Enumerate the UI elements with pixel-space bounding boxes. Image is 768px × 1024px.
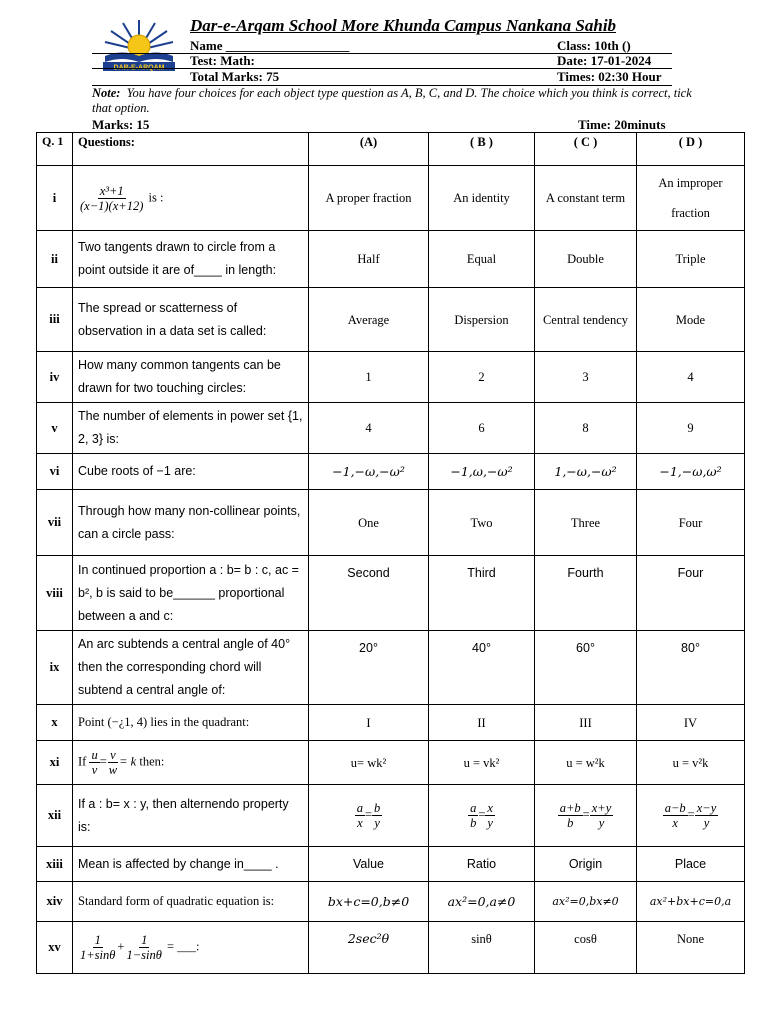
question-number: xiii bbox=[37, 847, 73, 882]
mcq-table bbox=[36, 132, 745, 974]
option-b[interactable]: Equal bbox=[429, 231, 535, 288]
question-number: xi bbox=[37, 741, 73, 785]
header-questions: Questions: bbox=[73, 133, 309, 166]
header-qno: Q. 1 bbox=[37, 133, 73, 166]
option-d[interactable]: Four bbox=[637, 556, 745, 631]
option-c[interactable]: ax²=0,bx≠0 bbox=[535, 882, 637, 922]
option-c[interactable]: Three bbox=[535, 490, 637, 556]
option-d[interactable]: −1,−ω,ω² bbox=[637, 454, 745, 490]
option-d[interactable]: Place bbox=[637, 847, 745, 882]
table-row bbox=[37, 490, 745, 556]
table-row bbox=[37, 847, 745, 882]
option-b[interactable]: u = vk² bbox=[429, 741, 535, 785]
table-row bbox=[37, 556, 745, 631]
option-b[interactable]: $\frac{a}{b}$ = $\frac{x}{y}$ bbox=[429, 785, 535, 847]
table-row bbox=[37, 231, 745, 288]
header-d: ( D ) bbox=[637, 133, 745, 166]
option-d[interactable]: ax²+bx+c=0,a bbox=[637, 882, 745, 922]
question-text: Cube roots of −1 are: bbox=[73, 454, 309, 490]
test-label: Test: Math: bbox=[190, 53, 255, 68]
option-a[interactable]: 2sec²θ bbox=[309, 922, 429, 974]
option-b[interactable]: Dispersion bbox=[429, 288, 535, 352]
question-text: Mean is affected by change in____ . bbox=[73, 847, 309, 882]
option-b[interactable]: 40° bbox=[429, 631, 535, 705]
option-a[interactable]: $\frac{a}{x}$ = $\frac{b}{y}$ bbox=[309, 785, 429, 847]
option-d[interactable]: 80° bbox=[637, 631, 745, 705]
option-c[interactable]: cosθ bbox=[535, 922, 637, 974]
question-text: $\frac{\text{x³+1}}{(x-1)(x+12)}$ is : bbox=[73, 166, 309, 231]
question-text: Through how many non-collinear points, can a circle pass: bbox=[73, 490, 309, 556]
option-a[interactable]: A proper fraction bbox=[309, 166, 429, 231]
option-a[interactable]: 4 bbox=[309, 403, 429, 454]
option-c[interactable]: Origin bbox=[535, 847, 637, 882]
table-row bbox=[37, 705, 745, 741]
option-a[interactable]: 20° bbox=[309, 631, 429, 705]
option-a[interactable]: One bbox=[309, 490, 429, 556]
table-row bbox=[37, 922, 745, 974]
option-b[interactable]: Two bbox=[429, 490, 535, 556]
option-b[interactable]: ax²=0,a≠0 bbox=[429, 882, 535, 922]
table-row bbox=[37, 631, 745, 705]
header-a: (A) bbox=[309, 133, 429, 166]
option-a[interactable]: Half bbox=[309, 231, 429, 288]
option-b[interactable]: II bbox=[429, 705, 535, 741]
question-text: Standard form of quadratic equation is: bbox=[73, 882, 309, 922]
question-number: vii bbox=[37, 490, 73, 556]
option-a[interactable]: Second bbox=[309, 556, 429, 631]
option-c[interactable]: 1,−ω,−ω² bbox=[535, 454, 637, 490]
table-header-row bbox=[37, 133, 745, 166]
section-time: Time: 20minuts bbox=[578, 117, 666, 132]
header-b: ( B ) bbox=[429, 133, 535, 166]
table-row bbox=[37, 166, 745, 231]
option-c[interactable]: III bbox=[535, 705, 637, 741]
question-number: xv bbox=[37, 922, 73, 974]
option-c[interactable]: $\frac{a+b}{b}$ = $\frac{x+y}{y}$ bbox=[535, 785, 637, 847]
question-text: Point (−¿1, 4) lies in the quadrant: bbox=[73, 705, 309, 741]
question-text: How many common tangents can be drawn for two touching circles: bbox=[73, 352, 309, 403]
option-c[interactable]: A constant term bbox=[535, 166, 637, 231]
option-b[interactable]: 2 bbox=[429, 352, 535, 403]
option-a[interactable]: u= wk² bbox=[309, 741, 429, 785]
question-text: If $\frac{u}{v}$ = $\frac{v}{w}$ = k then: bbox=[73, 741, 309, 785]
option-d[interactable]: 4 bbox=[637, 352, 745, 403]
question-text: If a : b= x : y, then alternendo property is: bbox=[73, 785, 309, 847]
table-row bbox=[37, 454, 745, 490]
table-row bbox=[37, 403, 745, 454]
option-d[interactable]: Mode bbox=[637, 288, 745, 352]
option-a[interactable]: bx+c=0,b≠0 bbox=[309, 882, 429, 922]
header-c: ( C ) bbox=[535, 133, 637, 166]
total-marks: Total Marks: 75 bbox=[190, 69, 280, 84]
question-text: In continued proportion a : b= b : c, ac = b², b is said to be______ proportional between a and c: bbox=[73, 556, 309, 631]
option-a[interactable]: Value bbox=[309, 847, 429, 882]
date-label: Date: 17-01-2024 bbox=[557, 53, 652, 68]
table-row bbox=[37, 741, 745, 785]
note-text: You have four choices for each object type question as A, B, C, and D. The choice which you think is correct, tick that option. bbox=[92, 86, 692, 115]
fraction: $\frac{\text{x³+1}}{(x-1)(x+12)}$ bbox=[80, 183, 144, 213]
option-b[interactable]: sinθ bbox=[429, 922, 535, 974]
option-c[interactable]: Fourth bbox=[535, 556, 637, 631]
class-label: Class: 10th () bbox=[557, 38, 631, 53]
option-c[interactable]: Double bbox=[535, 231, 637, 288]
table-row bbox=[37, 352, 745, 403]
option-b[interactable]: Ratio bbox=[429, 847, 535, 882]
option-c[interactable]: 3 bbox=[535, 352, 637, 403]
option-d[interactable]: Four bbox=[637, 490, 745, 556]
question-number: i bbox=[37, 166, 73, 231]
option-b[interactable]: −1,ω,−ω² bbox=[429, 454, 535, 490]
question-number: iii bbox=[37, 288, 73, 352]
table-row bbox=[37, 785, 745, 847]
option-a[interactable]: Average bbox=[309, 288, 429, 352]
instructions-note bbox=[92, 86, 692, 116]
option-d[interactable]: $\frac{a-b}{x}$ = $\frac{x-y}{y}$ bbox=[637, 785, 745, 847]
question-number: iv bbox=[37, 352, 73, 403]
option-d[interactable]: None bbox=[637, 922, 745, 974]
school-title: Dar-e-Arqam School More Khunda Campus Nankana Sahib bbox=[190, 16, 617, 35]
school-logo bbox=[95, 16, 183, 72]
option-b[interactable]: 6 bbox=[429, 403, 535, 454]
option-d[interactable]: IV bbox=[637, 705, 745, 741]
option-b[interactable]: An identity bbox=[429, 166, 535, 231]
option-d[interactable]: Triple bbox=[637, 231, 745, 288]
option-c[interactable]: 60° bbox=[535, 631, 637, 705]
section-marks: Marks: 15 bbox=[92, 117, 150, 132]
question-text: Two tangents drawn to circle from a point outside it are of____ in length: bbox=[73, 231, 309, 288]
option-b[interactable]: Third bbox=[429, 556, 535, 631]
question-number: x bbox=[37, 705, 73, 741]
option-a[interactable]: 1 bbox=[309, 352, 429, 403]
times-label: Times: 02:30 Hour bbox=[557, 69, 662, 84]
option-a[interactable]: I bbox=[309, 705, 429, 741]
option-a[interactable]: −1,−ω,−ω² bbox=[309, 454, 429, 490]
option-c[interactable]: Central tendency bbox=[535, 288, 637, 352]
question-number: viii bbox=[37, 556, 73, 631]
name-field: Name ___________________ bbox=[190, 38, 350, 53]
option-d[interactable]: An improper fraction bbox=[637, 166, 745, 231]
option-d[interactable]: 9 bbox=[637, 403, 745, 454]
table-row bbox=[37, 288, 745, 352]
question-number: v bbox=[37, 403, 73, 454]
option-c[interactable]: u = w²k bbox=[535, 741, 637, 785]
question-number: ix bbox=[37, 631, 73, 705]
table-row bbox=[37, 882, 745, 922]
question-text: The spread or scatterness of observation in a data set is called: bbox=[73, 288, 309, 352]
question-number: xii bbox=[37, 785, 73, 847]
question-number: vi bbox=[37, 454, 73, 490]
option-c[interactable]: 8 bbox=[535, 403, 637, 454]
question-number: xiv bbox=[37, 882, 73, 922]
note-label: Note: bbox=[92, 86, 121, 100]
question-text: $\frac{1}{1+\sin\theta}$ + $\frac{1}{1-\sin\theta}$ = ___: bbox=[73, 922, 309, 974]
question-text: The number of elements in power set {1, 2, 3} is: bbox=[73, 403, 309, 454]
question-text: An arc subtends a central angle of 40° then the corresponding chord will subtend a central angle of: bbox=[73, 631, 309, 705]
option-d[interactable]: u = v²k bbox=[637, 741, 745, 785]
question-number: ii bbox=[37, 231, 73, 288]
